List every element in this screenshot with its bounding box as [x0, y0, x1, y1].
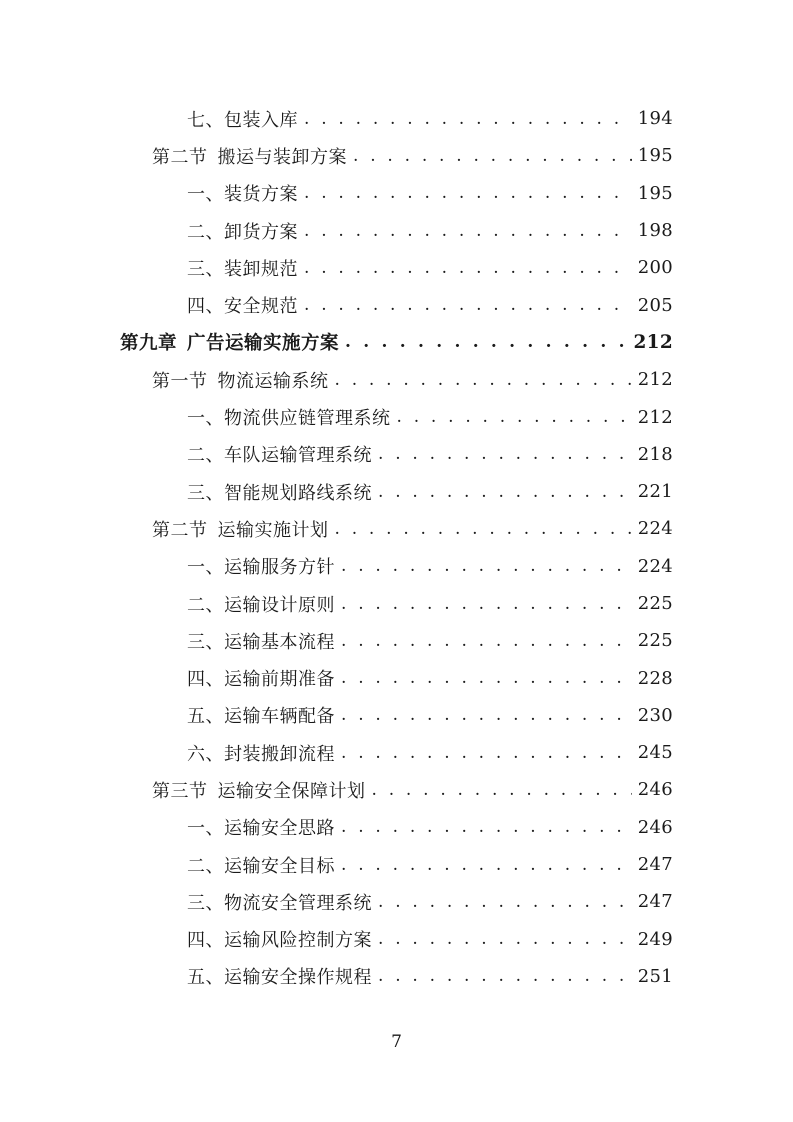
toc-entry-prefix: 第二节: [152, 519, 208, 541]
toc-entry-title: [120, 329, 339, 355]
toc-entry-page: 249: [637, 928, 673, 950]
toc-entry-title: [187, 628, 335, 654]
toc-leader-dots: [335, 369, 632, 391]
toc-entry-title: [187, 441, 372, 467]
toc-entry-title: [152, 143, 347, 169]
toc-entry-text: 运输前期准备: [224, 669, 335, 691]
toc-entry-item: [0, 548, 793, 585]
toc-entry-page: 225: [637, 630, 673, 652]
toc-entry-title: [187, 404, 391, 430]
toc-entry-page: 212: [637, 406, 673, 428]
toc-entry-page: 246: [637, 816, 673, 838]
toc-entry-title: [187, 702, 335, 728]
toc-entry-title: [152, 777, 366, 803]
toc-entry-page: 198: [637, 220, 673, 242]
toc-entry-prefix: 一、: [187, 184, 224, 206]
toc-leader-dots: [341, 854, 632, 876]
toc-entry-prefix: 一、: [187, 818, 224, 840]
toc-entry-text: 运输实施计划: [217, 519, 329, 541]
toc-entry-prefix: 二、: [187, 594, 224, 616]
toc-entry-text: 装货方案: [224, 184, 298, 206]
toc-entry-prefix: 第二节: [152, 146, 208, 168]
toc-entry-item: [0, 734, 793, 771]
toc-leader-dots: [341, 742, 632, 764]
toc-entry-prefix: 二、: [187, 221, 224, 243]
toc-entry-section: [0, 771, 793, 808]
toc-leader-dots: [341, 704, 632, 726]
toc-entry-prefix: 二、: [187, 445, 224, 467]
toc-entry-section: [0, 510, 793, 547]
toc-entry-title: [187, 852, 335, 878]
toc-entry-item: [0, 212, 793, 249]
toc-entry-prefix: 一、: [187, 408, 224, 430]
toc-entry-text: 运输安全思路: [224, 818, 335, 840]
toc-entry-item: [0, 697, 793, 734]
toc-leader-dots: [378, 481, 632, 503]
toc-entry-text: 运输车辆配备: [224, 706, 335, 728]
toc-entry-page: 225: [637, 593, 673, 614]
toc-entry-title: [187, 889, 372, 915]
toc-entry-text: 物流供应链管理系统: [224, 408, 391, 430]
toc-entry-item: [0, 398, 793, 435]
toc-entry-prefix: 五、: [187, 967, 224, 989]
toc-entry-text: 装卸规范: [224, 258, 298, 280]
toc-entry-item: [0, 436, 793, 473]
toc-leader-dots: [397, 406, 632, 428]
toc-leader-dots: [304, 220, 632, 242]
toc-entry-item: [0, 100, 793, 137]
toc-entry-item: [0, 659, 793, 696]
toc-entry-title: [187, 665, 335, 691]
toc-leader-dots: [372, 779, 632, 801]
page-number: 7: [391, 1032, 402, 1052]
toc-entry-text: 运输服务方针: [224, 557, 335, 579]
toc-entry-page: 212: [633, 331, 673, 353]
toc-entry-text: 运输安全保障计划: [217, 780, 366, 802]
toc-entry-text: 运输基本流程: [224, 631, 335, 653]
toc-entry-title: [187, 591, 335, 617]
toc-entry-item: [0, 846, 793, 883]
toc-entry-item: [0, 585, 793, 622]
toc-entry-prefix: 三、: [187, 892, 224, 914]
toc-entry-text: 运输安全操作规程: [224, 967, 372, 989]
toc-entry-chapter: [0, 324, 793, 361]
toc-entry-page: 195: [637, 145, 673, 167]
toc-entry-page: 228: [637, 667, 673, 689]
toc-entry-prefix: 三、: [187, 482, 224, 504]
toc-entry-item: [0, 883, 793, 920]
toc-entry-page: 245: [637, 742, 673, 764]
toc-entry-title: [187, 180, 298, 206]
toc-entry-page: 247: [637, 854, 673, 876]
toc-entry-prefix: 六、: [187, 743, 224, 765]
toc-entry-prefix: 四、: [187, 930, 224, 952]
toc-entry-text: 车队运输管理系统: [224, 445, 372, 467]
toc-leader-dots: [304, 108, 632, 130]
toc-entry-page: 251: [637, 965, 673, 987]
toc-entry-page: 230: [637, 704, 673, 726]
toc-leader-dots: [353, 145, 632, 167]
table-of-contents: [0, 100, 793, 995]
toc-leader-dots: [341, 555, 632, 577]
toc-leader-dots: [304, 294, 632, 316]
toc-entry-item: [0, 809, 793, 846]
toc-entry-item: [0, 175, 793, 212]
toc-leader-dots: [335, 518, 632, 540]
toc-entry-page: 195: [637, 182, 673, 204]
toc-leader-dots: [378, 891, 632, 913]
toc-entry-page: 194: [637, 108, 673, 130]
toc-entry-text: 包装入库: [224, 109, 298, 131]
toc-entry-title: [152, 516, 329, 542]
toc-entry-text: 安全规范: [224, 296, 298, 318]
toc-leader-dots: [378, 443, 632, 465]
toc-entry-text: 物流安全管理系统: [224, 892, 372, 914]
toc-entry-title: [187, 292, 298, 318]
toc-entry-item: [0, 921, 793, 958]
toc-entry-prefix: 二、: [187, 855, 224, 877]
toc-leader-dots: [304, 257, 632, 279]
toc-leader-dots: [378, 965, 632, 987]
toc-entry-section: [0, 361, 793, 398]
toc-entry-item: [0, 473, 793, 510]
toc-entry-page: 246: [637, 779, 673, 801]
toc-entry-text: 封装搬卸流程: [224, 743, 335, 765]
toc-entry-prefix: 第一节: [152, 370, 208, 392]
toc-leader-dots: [304, 182, 632, 204]
toc-entry-page: 205: [637, 294, 673, 316]
toc-entry-title: [187, 218, 298, 244]
toc-entry-page: 224: [637, 555, 673, 577]
toc-entry-text: 卸货方案: [224, 221, 298, 243]
toc-leader-dots: [341, 593, 632, 615]
toc-entry-title: [187, 553, 335, 579]
toc-entry-item: [0, 622, 793, 659]
toc-entry-title: [187, 106, 298, 132]
toc-entry-title: [187, 963, 372, 989]
toc-entry-text: 运输安全目标: [224, 855, 335, 877]
toc-entry-title: [187, 740, 335, 766]
toc-entry-title: [187, 814, 335, 840]
toc-entry-page: 212: [637, 369, 673, 391]
toc-entry-text: 智能规划路线系统: [224, 482, 372, 504]
toc-leader-dots: [341, 816, 632, 838]
toc-entry-prefix: 第三节: [152, 780, 208, 802]
toc-entry-prefix: 三、: [187, 631, 224, 653]
toc-leader-dots: [341, 667, 632, 689]
toc-entry-section: [0, 137, 793, 174]
toc-entry-page: 218: [637, 443, 673, 465]
toc-entry-prefix: 三、: [187, 258, 224, 280]
toc-entry-page: 224: [637, 518, 673, 540]
toc-entry-title: [187, 255, 298, 281]
toc-entry-prefix: 七、: [187, 109, 224, 131]
toc-entry-text: 物流运输系统: [217, 370, 329, 392]
toc-entry-page: 247: [637, 891, 673, 913]
toc-entry-prefix: 五、: [187, 706, 224, 728]
toc-entry-page: 221: [637, 481, 673, 503]
toc-leader-dots: [341, 630, 632, 652]
toc-entry-prefix: 四、: [187, 669, 224, 691]
toc-entry-page: 200: [637, 257, 673, 279]
toc-entry-title: [187, 926, 372, 952]
toc-entry-item: [0, 286, 793, 323]
toc-entry-prefix: 第九章: [120, 333, 178, 355]
toc-leader-dots: [378, 928, 632, 950]
toc-entry-text: 广告运输实施方案: [187, 333, 340, 355]
toc-leader-dots: [345, 331, 627, 353]
toc-entry-text: 搬运与装卸方案: [217, 146, 347, 168]
toc-entry-item: [0, 249, 793, 286]
toc-entry-title: [152, 367, 329, 393]
toc-entry-text: 运输设计原则: [224, 594, 335, 616]
toc-entry-item: [0, 958, 793, 995]
toc-entry-prefix: 四、: [187, 296, 224, 318]
toc-entry-text: 运输风险控制方案: [224, 930, 372, 952]
toc-entry-title: [187, 479, 372, 505]
toc-entry-prefix: 一、: [187, 557, 224, 579]
